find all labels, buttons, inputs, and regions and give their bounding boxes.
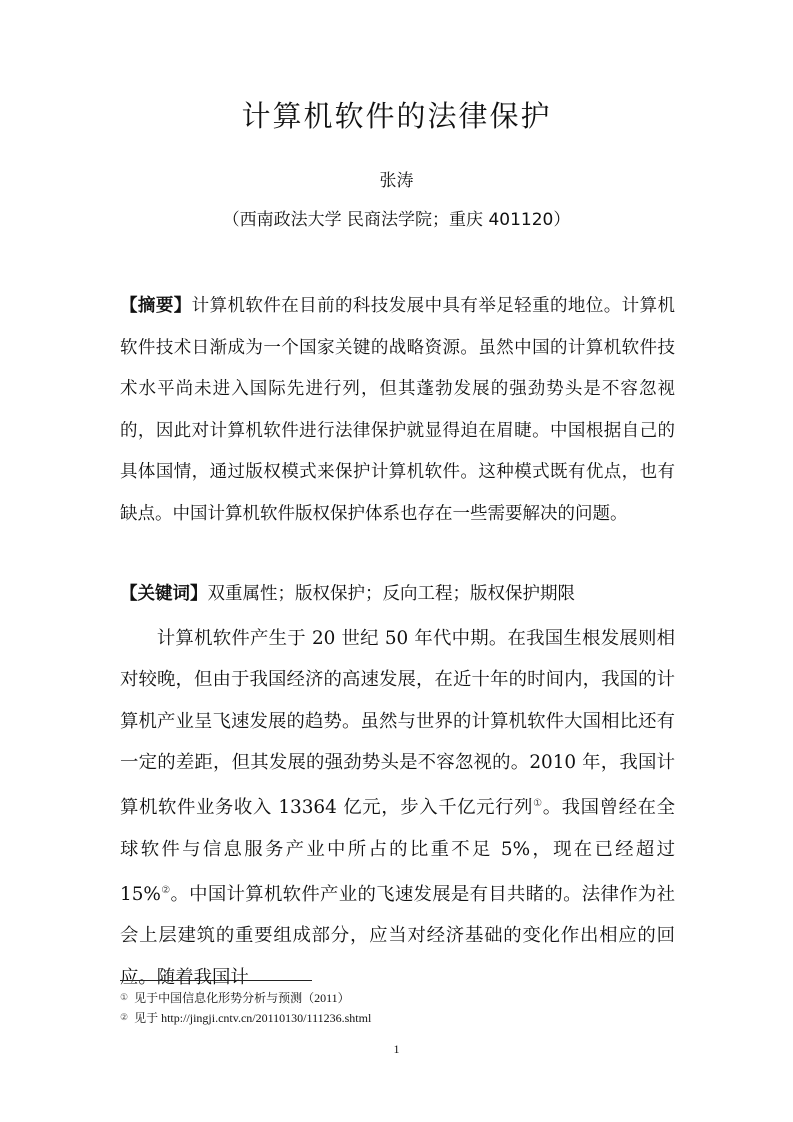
footnote-mark: ② [120, 1012, 129, 1022]
page-number: 1 [393, 1042, 400, 1056]
body-text-part-2: 。我国曾经在全球软件与信息服务产业中所占的比重不足 5%，现在已经超过 15% [120, 797, 675, 906]
abstract-paragraph [120, 286, 675, 535]
footnote-ref-2[interactable]: ② [160, 884, 171, 896]
body-text-part-3: 。中国计算机软件产业的飞速发展是有目共睹的。法律作为社会上层建筑的重要组成部分，应当对经济基础的变化作出相应的回应。随着我国计 [120, 884, 675, 988]
keywords-text: 双重属性；版权保护；反向工程；版权保护期限 [207, 584, 575, 604]
paper-title: 计算机软件的法律保护 [241, 99, 552, 133]
body-text-part-1: 计算机软件产生于 20 世纪 50 年代中期。在我国生根发展则相对较晚，但由于我国经济的高速发展，在近十年的时间内，我国的计算机产业呈飞速发展的趋势。虽然与世界的计算机软件大国相比还有一定的差距，但其发展的强劲势头是不容忽视的。2010 年，我国计算机软件业务收入 13364 亿元，步入千亿元行列 [120, 628, 675, 819]
footnote-text: 见于中国信息化形势分析与预测（2011） [134, 991, 350, 1005]
author-name: 张涛 [379, 171, 414, 191]
footnote-divider [120, 980, 312, 981]
body-text [120, 618, 675, 998]
footnote-ref-1[interactable]: ① [533, 798, 543, 810]
abstract-text: 计算机软件在目前的科技发展中具有举足轻重的地位。计算机软件技术日渐成为一个国家关键的战略资源。虽然中国的计算机软件技术水平尚未进入国际先进行列，但其蓬勃发展的强劲势头是不容忽视的，因此对计算机软件进行法律保护就显得迫在眉睫。中国根据自己的具体国情，通过版权模式来保护计算机软件。这种模式既有优点，也有缺点。中国计算机软件版权保护体系也存在一些需要解决的问题。 [120, 296, 676, 524]
abstract-section [120, 286, 675, 535]
footnotes [120, 988, 680, 1028]
footnote-link[interactable]: 见于 http://jingji.cntv.cn/20110130/111236.shtml [134, 1011, 372, 1025]
footnote-2 [120, 1008, 680, 1028]
body-paragraph [120, 618, 675, 998]
footnote-1 [120, 988, 680, 1008]
footnote-mark: ① [120, 992, 129, 1002]
abstract-label: 【摘要】 [120, 296, 192, 316]
keywords-label: 【关键词】 [120, 584, 208, 604]
author-affiliation: （西南政法大学 民商法学院；重庆 401120） [222, 210, 571, 230]
keywords-section [120, 576, 675, 612]
